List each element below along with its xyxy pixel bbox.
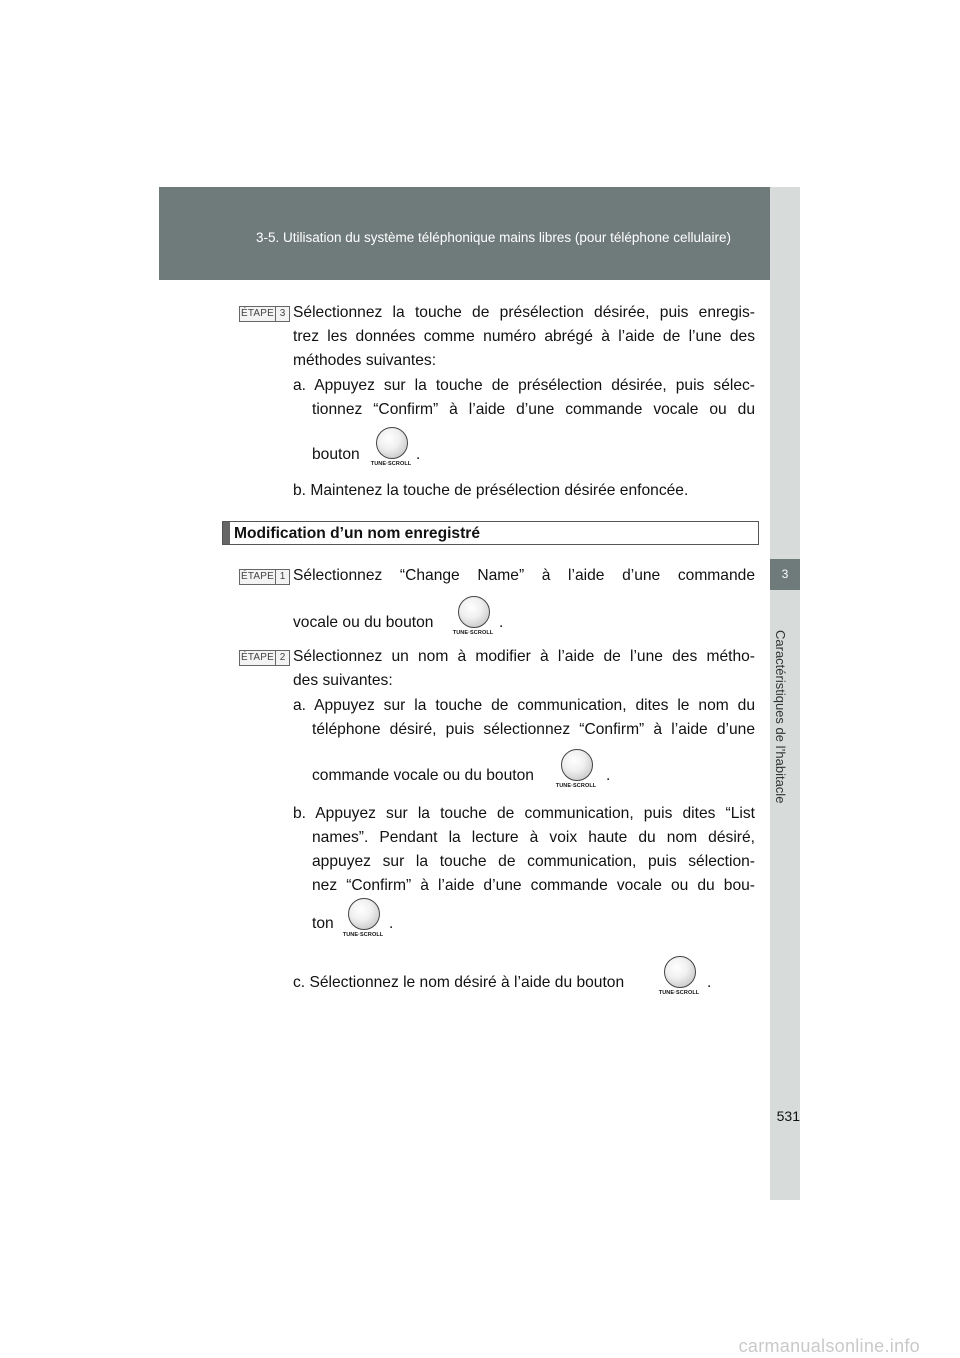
step-3-line-1: Sélectionnez la touche de présélection désirée, puis enregis-	[293, 304, 755, 321]
step-2-option-a-end: .	[606, 767, 611, 784]
step-badge-number: 3	[279, 308, 286, 319]
step-2-line-1: Sélectionnez un nom à modifier à l’aide de l’une des métho-	[293, 648, 755, 665]
section-heading-bar	[223, 522, 230, 544]
step-badge-label: ÉTAPE	[240, 571, 275, 582]
step-badge-number: 2	[279, 652, 286, 663]
tune-scroll-knob-icon	[368, 427, 414, 471]
step-3-option-a-line-1: a. Appuyez sur la touche de présélection désirée, puis sélec-	[293, 377, 755, 394]
section-heading	[222, 521, 759, 545]
step-2-option-b-line-2: names”. Pendant la lecture à voix haute du nom désiré,	[312, 829, 755, 846]
knob-label: TUNE·SCROLL	[342, 932, 384, 938]
step-2-option-a-line-3: commande vocale ou du bouton	[312, 767, 534, 784]
step-2-line-2: des suivantes:	[293, 672, 393, 689]
chapter-label: Caractéristiques de l’habitacle	[773, 630, 788, 804]
step-3-badge	[239, 306, 290, 322]
knob-label: TUNE·SCROLL	[658, 990, 700, 996]
knob-label: TUNE·SCROLL	[370, 461, 412, 467]
tune-scroll-knob-icon	[553, 749, 599, 793]
step-2-option-b-end: .	[389, 915, 394, 932]
step-2-badge	[239, 650, 290, 666]
tune-scroll-knob-icon	[450, 596, 496, 640]
step-2-option-a-line-2: téléphone désiré, puis sélectionnez “Confirm” à l’aide d’une	[312, 721, 755, 738]
step-1-line-2: vocale ou du bouton	[293, 614, 434, 631]
step-3-line-2: trez les données comme numéro abrégé à l’aide de l’une des	[293, 328, 755, 345]
step-2-option-c: c. Sélectionnez le nom désiré à l’aide du bouton	[293, 974, 625, 991]
page-number: 531	[776, 1108, 800, 1124]
step-3-option-a-end: .	[416, 446, 421, 463]
step-1-badge	[239, 569, 290, 585]
step-2-option-c-end: .	[707, 974, 712, 991]
breadcrumb: 3-5. Utilisation du système téléphonique mains libres (pour téléphone cellulaire)	[255, 230, 731, 245]
step-2-option-b-line-4: nez “Confirm” à l’aide d’une commande vocale ou du bou-	[312, 877, 755, 894]
section-heading-title: Modification d’un nom enregistré	[234, 525, 481, 542]
tune-scroll-knob-icon	[340, 898, 386, 942]
step-1-end: .	[499, 614, 504, 631]
step-3-option-b: b. Maintenez la touche de présélection désirée enfoncée.	[293, 482, 689, 499]
knob-label: TUNE·SCROLL	[452, 630, 494, 636]
step-3-line-3: méthodes suivantes:	[293, 352, 437, 369]
chapter-number: 3	[770, 559, 800, 590]
step-badge-label: ÉTAPE	[240, 652, 275, 663]
step-3-option-a-line-2: tionnez “Confirm” à l’aide d’une commande vocale ou du	[312, 401, 755, 418]
step-badge-number: 1	[279, 571, 286, 582]
step-2-option-b-line-5: ton	[312, 915, 334, 932]
step-3-option-a-line-3: bouton	[312, 446, 360, 463]
step-1-line-1: Sélectionnez “Change Name” à l’aide d’une commande	[293, 567, 755, 584]
step-badge-label: ÉTAPE	[240, 308, 275, 319]
tune-scroll-knob-icon	[656, 956, 702, 1000]
step-2-option-b-line-3: appuyez sur la touche de communication, puis sélection-	[312, 853, 755, 870]
step-2-option-b-line-1: b. Appuyez sur la touche de communication, puis dites “List	[293, 805, 755, 822]
footer	[0, 1330, 960, 1358]
step-2-option-a-line-1: a. Appuyez sur la touche de communication, dites le nom du	[293, 697, 755, 714]
knob-label: TUNE·SCROLL	[555, 783, 597, 789]
watermark: carmanualsonline.info	[738, 1336, 920, 1356]
